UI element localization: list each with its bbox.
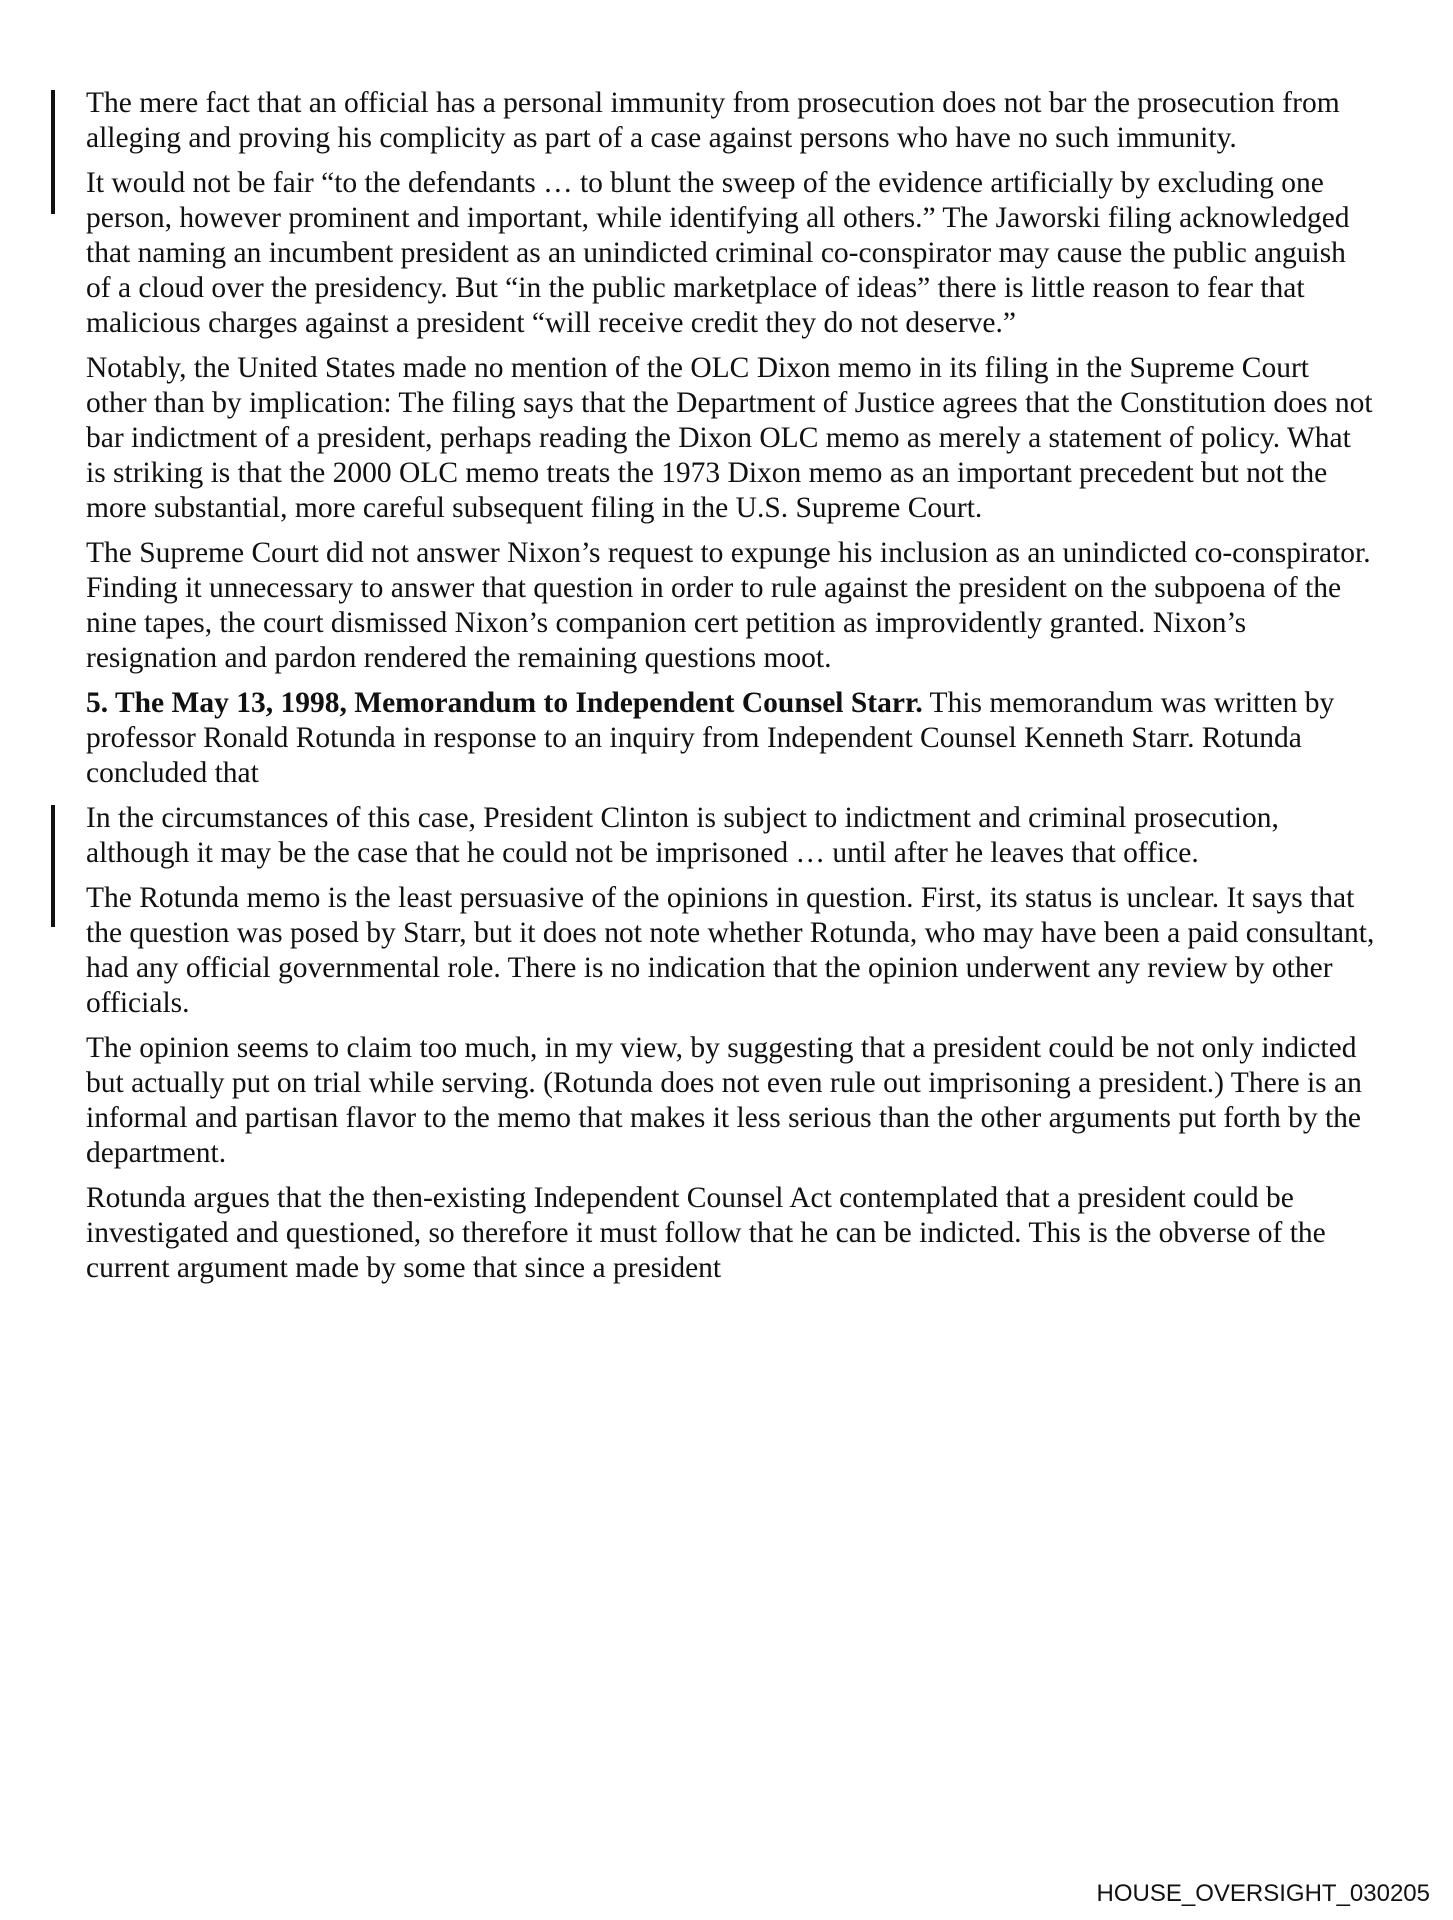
quote-bar [51,90,55,214]
paragraph-section-5 [86,686,1376,791]
bates-number: HOUSE_OVERSIGHT_030205 [1096,1880,1430,1907]
paragraph-rotunda-claims: The opinion seems to claim too much, in my view, by suggesting that a president could be not only indicted but actually put on trial while serving. (Rotunda does not even rule out imprisoning a president.) There is an informal and partisan flavor to the memo that makes it less serious than the other arguments put forth by the department. [86,1032,1362,1169]
paragraph-rotunda-argues: Rotunda argues that the then-existing Independent Counsel Act contemplated that a president could be investigated and questioned, so therefore it must follow that he can be indicted. This is the obverse of the current argument made by some that since a president [86,1182,1326,1284]
section-heading: 5. The May 13, 1998, Memorandum to Independent Counsel Starr. [86,687,923,719]
document-page [86,86,1376,1296]
quote-text: In the circumstances of this case, President Clinton is subject to indictment and criminal prosecution, although it may be the case that he could not be imprisoned … until after he leaves that office. [86,802,1279,869]
paragraph-supreme-court: The Supreme Court did not answer Nixon’s request to expunge his inclusion as an unindicted co-conspirator. Finding it unnecessary to answer that question in order to rule against the president on the subpoena of the nine tapes, the court dismissed Nixon’s companion cert petition as improvidently granted. Nixon’s resignation and pardon rendered the remaining questions moot. [86,537,1371,674]
paragraph-dixon-memo: Notably, the United States made no mention of the OLC Dixon memo in its filing in the Supreme Court other than by implication: The filing says that the Department of Justice agrees that the Constitution does not bar indictment of a president, perhaps reading the Dixon OLC memo as merely a statement of policy. What is striking is that the 2000 OLC memo treats the 1973 Dixon memo as an important precedent but not the more substantial, more careful subsequent filing in the U.S. Supreme Court. [86,352,1373,524]
section-body: This memorandum was written by professor Ronald Rotunda in response to an inquiry from Independent Counsel Kenneth Starr. Rotunda concluded that [86,687,1335,789]
paragraph-rotunda-status: The Rotunda memo is the least persuasive of the opinions in question. First, its status is unclear. It says that the question was posed by Starr, but it does not note whether Rotunda, who may have been a paid consultant, had any official governmental role. There is no indication that the opinion underwent any review by other officials. [86,882,1375,1019]
quote-bar [51,805,55,927]
quote-text: The mere fact that an official has a personal immunity from prosecution does not bar the prosecution from alleging and proving his complicity as part of a case against persons who have no such immunity. [86,87,1340,154]
block-quote-rotunda [86,801,1376,871]
paragraph-fairness: It would not be fair “to the defendants … to blunt the sweep of the evidence artificially by excluding one person, however prominent and important, while identifying all others.” The Jaworski filing acknowledged that naming an incumbent president as an unindicted criminal co-conspirator may cause the public anguish of a cloud over the presidency. But “in the public marketplace of ideas” there is little reason to fear that malicious charges against a president “will receive credit they do not deserve.” [86,167,1350,339]
block-quote-immunity [86,86,1376,156]
